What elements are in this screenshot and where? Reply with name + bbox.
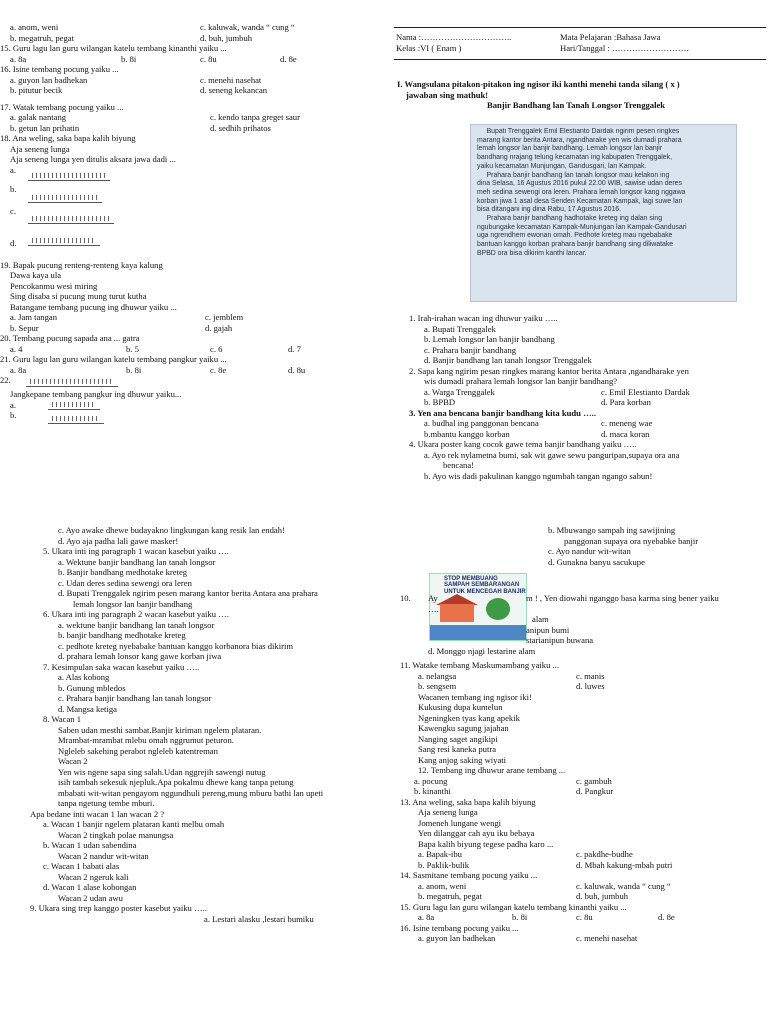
javanese-script-image — [28, 214, 114, 224]
passage-text: Ngleleb sakehing perabot ngleleb katentreman — [58, 745, 218, 756]
option-text: c. gambuh — [576, 775, 612, 786]
option-text: a. Jam tangan — [10, 312, 58, 322]
option-text: d. buh, jumbuh — [576, 891, 629, 901]
question-19: 19. Bapak pucung renteng-renteng kaya kalung — [0, 259, 163, 270]
right-bottom-column — [400, 525, 766, 567]
option-text: d. 7 — [288, 343, 301, 354]
option-label: b. — [10, 410, 17, 420]
option-text: b. Gunung mbledos — [58, 682, 126, 693]
question-21: 21. Guru lagu lan guru wilangan katelu tembang pangkur yaiku ... — [0, 354, 227, 364]
option-text: c. 8u — [576, 912, 593, 922]
option-text: c. Emil Elestianto Dardak — [601, 386, 690, 397]
option-text: b. 8i — [512, 912, 528, 922]
option-text: Wacan 2 udan awu — [58, 892, 123, 903]
option-text: c. 6 — [210, 343, 223, 354]
option-text: c. kaluwak, wanda “ cung “ — [576, 880, 671, 891]
option-text: b. Ayo wis dadi pakulinan kanggo ngumbah tangan ngango sabun! — [424, 470, 653, 481]
question-text: …. — [428, 603, 439, 614]
option-text: a. anom, weni — [10, 22, 59, 32]
option-text: a. 4 — [10, 343, 23, 354]
passage-text: tanpa ngetung tembe mburi. — [58, 798, 155, 808]
newspaper-line: bandhang nrajang telung kecamatan ing kabupaten Trenggalek, — [477, 154, 672, 162]
question-20: 20. Tembang pucung sapada ana ... gatra — [0, 333, 140, 343]
option-text: d. Gunakna banyu sacukupe — [548, 556, 645, 567]
newspaper-text — [477, 128, 731, 259]
option-text: a. Wacan 1 banjir ngelem plataran kanti melbu omah — [43, 819, 225, 829]
option-text: b. 8i — [121, 53, 137, 64]
question-text: Batangane tembang pucung ing dhuwur yaiku ... — [10, 301, 177, 312]
option-text: b. BPBD — [424, 397, 456, 407]
option-text: b. Lemah longsor lan banjir bandhang — [424, 334, 555, 344]
poster-line: SAMPAH SEMBARANGAN — [444, 582, 520, 589]
option-text: bencana! — [443, 460, 475, 470]
question-text: Sing disaba si pucung mung turut kutha — [10, 291, 147, 301]
passage-text: Jomeneh lungane wengi — [418, 817, 502, 828]
option-text: alam — [532, 614, 549, 624]
option-text: b. getun lan prihatin — [10, 122, 80, 133]
option-text: Wacan 2 nandur wit-witan — [58, 850, 149, 861]
question-4: 4. Ukara poster kang cocok gawe tema banjir bandhang yaiku ….. — [409, 439, 637, 449]
option-text: anipun bumi — [526, 624, 570, 635]
option-text: b. Paklik-bulik — [418, 859, 470, 870]
javanese-script-image — [28, 171, 110, 181]
passage-text: Ngeningken tyas kang apekik — [418, 712, 520, 723]
option-text: d. buh, jumbuh — [200, 32, 253, 43]
option-text: a. Bupati Trenggalek — [424, 323, 496, 334]
option-text: c. manis — [576, 670, 605, 681]
option-text: d. 8e — [280, 53, 297, 64]
question-3: 3. Yen ana bencana banjir bandhang kita kudu ….. — [409, 407, 596, 418]
right-top-column — [399, 313, 767, 481]
option-text: b. Banjir bandhang medhotake kreteg — [58, 567, 188, 577]
question-15: 15. Guru lagu lan guru wilangan katelu tembang kinanthi yaiku ... — [400, 901, 627, 912]
option-text: d. Mbah kakung-mbah putri — [576, 859, 673, 870]
newspaper-line: BPBD ora bisa dikirim kanthi lancar. — [477, 249, 587, 257]
question-text: Aja seneng lunga — [10, 143, 70, 154]
question-text: Apa bedane inti wacan 1 lan wacan 2 ? — [30, 808, 165, 819]
newspaper-line: korban jiwa 1 asal desa Senden Kecamatan Kampak, lagi suwe lan — [477, 197, 683, 205]
passage-text: Sang resi kaneka putra — [418, 744, 497, 754]
option-text: d. sedhih prihatos — [210, 122, 271, 133]
newspaper-line: Prahara banjir bandhang lan tanah longsor mau kelakon ing — [477, 171, 670, 179]
option-text: c. meneng wae — [601, 418, 653, 428]
question-text: Ay — [428, 593, 438, 603]
passage-text: isih tambah sekesuk njepluk.Apa pokalmu dhewe kang tanpa petung — [58, 777, 294, 787]
passage-text: mbabati wit-witan pengayom nggundhuli pereng,mung mburu bathi lan upeti — [58, 787, 324, 798]
option-label: d. — [10, 237, 17, 248]
option-text: a. galak nantang — [10, 112, 67, 122]
left-bottom-column — [28, 525, 394, 924]
question-text: Pencokanmu wesi miring — [10, 280, 98, 291]
option-text: b. kinanthi — [414, 786, 451, 796]
option-text: d. Mangsa ketiga — [58, 703, 117, 714]
option-text: c. jemblem — [205, 312, 244, 322]
option-text: c. Prahara banjir bandhang lan tanah longsor — [58, 693, 212, 703]
question-16: 16. Isine tembang pocung yaiku ... — [0, 64, 119, 74]
question-15: 15. Guru lagu lan guru wilangan katelu tembang kinanthi yaiku ... — [0, 43, 227, 53]
newspaper-line: yaiku kecamatan Munjungan, Gandusgari, lan Kampak. — [477, 162, 647, 170]
instruction-text: I. Wangsulana pitakon-pitakon ing ngisor iki kanthi menehi tanda silang ( x ) — [397, 79, 680, 89]
newspaper-line: Bupati Trenggalek Emil Elestianto Dardak ngirim pesen ringkes — [477, 128, 680, 135]
student-name-field[interactable]: Nama :………………………….. — [396, 32, 512, 42]
option-text: d. Ayo aja padha lali gawe masker! — [58, 535, 179, 546]
option-text: d. Pangkur — [576, 786, 614, 796]
instruction-text: jawaban sing mathuk! — [406, 89, 489, 100]
story-title: Banjir Bandhang lan Tanah Longsor Trenggalek — [487, 100, 666, 110]
option-text: d. 8e — [658, 912, 675, 922]
option-text: d. luwes — [576, 681, 605, 691]
option-label: c. — [10, 205, 16, 216]
passage-text: Kawengku sagung jajahan — [418, 723, 509, 733]
right-bottom-questions — [400, 660, 766, 944]
option-text: a. guyon lan badhekan — [418, 933, 496, 943]
javanese-script-image — [28, 236, 100, 246]
subject-label: Mata Pelajaran :Bahasa Jawa — [560, 32, 661, 42]
passage-text: Mrambat-mrambat mlebu omah nggrumut peturon. — [58, 735, 234, 745]
newspaper-line: Prahara banjir bandhang hadhotake kreteg ing dalan sing — [477, 215, 663, 223]
option-text: d. Para korban — [601, 397, 651, 407]
passage-text: Saben udan mesthi sambat.Banjir kiriman ngelem plataran. — [58, 724, 262, 735]
option-text: c. kendo tanpa greget saur — [210, 112, 300, 122]
option-text: b. 8i — [126, 364, 142, 375]
question-text: Dawa kaya ula — [10, 270, 62, 280]
passage-text: Yen wis ngene sapa sing salah.Udan nggrejih sawengi nutug — [58, 766, 266, 777]
option-text: a. wektune banjir bandhang lan tanah longsor — [58, 619, 215, 630]
option-text: c. menehi nasehat — [576, 933, 638, 943]
passage-text: Aja seneng lunga — [418, 807, 478, 817]
option-text: c. menehi nasehat — [200, 74, 262, 85]
option-text: a. 8a — [10, 53, 27, 64]
option-text: a. Lestari alasku ,lestari bumiku — [204, 913, 314, 924]
javanese-script-image — [26, 377, 118, 387]
option-text: b. Sepur — [10, 322, 39, 333]
option-text: d. Monggo njagi lestarine alam — [428, 645, 536, 656]
left-top-column — [0, 22, 388, 430]
option-text: c. Ayo nandur wit-witan — [548, 546, 631, 556]
option-text: d. gajah — [205, 322, 233, 333]
option-text: a. nelangsa — [418, 670, 457, 681]
option-text: b.mbantu kanggo korban — [424, 428, 510, 439]
passage-text: Yen dilanggar cah ayu iku bebaya — [418, 828, 535, 838]
option-text: b. banjir bandhang medhotake kreteg — [58, 630, 186, 640]
option-text: c. 8e — [210, 364, 227, 375]
option-text: a. Ayo rek nylametna bumi, sak wit gawe sewu panguripan,supaya ora ana — [424, 449, 680, 460]
passage-text: Wacanen tembang ing ngisor iki! — [418, 691, 532, 702]
header-rule — [394, 27, 766, 28]
javanese-script-image — [28, 193, 102, 203]
question-10-block — [400, 593, 766, 656]
option-text: a. Bapak-ibu — [418, 849, 462, 859]
newspaper-line: meh sedina sewengi ora leren. Prahara lemah longsor kang nggawa — [477, 188, 686, 196]
question-17: 17. Watak tembang pocung yaiku ... — [0, 101, 124, 112]
option-text: a. guyon lan badhekan — [10, 74, 88, 85]
question-22: 22. — [0, 375, 11, 385]
option-text: d. prahara lemah lonsor kang gawe korban jiwa — [58, 651, 222, 661]
option-label: a. — [10, 399, 16, 410]
option-text: d. Bupati Trenggalek ngirim pesen marang kantor berita Antara ana prahara — [58, 588, 318, 598]
option-label: b. — [10, 183, 17, 194]
option-text: lemah longsor lan banjir bandhang — [73, 598, 193, 609]
question-14: 14. Sasmitane tembang pocung yaiku ... — [400, 870, 538, 880]
poster-line: UNTUK MENCEGAH BANJIR — [444, 588, 526, 595]
question-16: 16. Isine tembang pocung yaiku ... — [400, 922, 519, 933]
question-text: Aja seneng lunga yen ditulis aksara jawa dadi ... — [10, 154, 176, 164]
option-text: d. Wacan 1 alase kobongan — [43, 882, 137, 892]
passage-text: Kukusing dupa kumelun — [418, 702, 503, 712]
option-text: a. Alas kobong — [58, 672, 110, 682]
option-text: c. 8u — [200, 53, 217, 64]
header-rule — [394, 59, 766, 60]
option-text: Wacan 2 tingkah polae manungsa — [58, 829, 174, 840]
option-text: a. Warga Trenggalek — [424, 386, 495, 397]
passage-text: Bapa kalih biyung tegese padha karo ... — [418, 838, 554, 849]
option-text: d. maca koran — [601, 428, 650, 439]
option-text: c. Prahara banjir bandhang — [424, 344, 517, 355]
option-text: Wacan 2 ngeruk kali — [58, 871, 129, 882]
newspaper-line: ngubungake kecamatan Kampak-Munjungan lan Kampak-Gandusari — [477, 223, 687, 231]
option-label: a. — [10, 164, 16, 175]
option-text: a. 8a — [418, 912, 435, 922]
question-12: 12. Tembang ing dhuwur arane tembang ... — [418, 765, 566, 775]
question-5: 5. Ukara inti ing paragraph 1 wacan kasebut yaiku …. — [43, 546, 229, 556]
newspaper-line: uga ngrendhem ewonan omah. Pedhote kreteg mau ngebabake — [477, 232, 673, 240]
option-text: a. budhal ing panggonan bencana — [424, 418, 539, 428]
date-field[interactable]: Hari/Tanggal : ……………………… — [560, 42, 690, 53]
newspaper-line: lemah longsor lan banjir bandhang. Lemah longsor lan banjir — [477, 145, 663, 153]
option-text: b. sengsem — [418, 681, 457, 691]
question-2: 2. Sapa kang ngirim pesan ringkes marang kantor berita Antara ,ngandharake yen — [409, 365, 689, 376]
question-text: wis dumadi prahara lemah longsor lan banjir bandhang? — [424, 376, 618, 386]
option-text: c. Ayo awake dhewe budayakno lingkungan kang resik lan endah! — [58, 525, 285, 535]
javanese-script-image — [48, 400, 100, 410]
question-6: 6. Ukara inti ing paragraph 2 wacan kasebut yaiku …. — [43, 609, 229, 619]
passage-text: Kang anjog saking wiyati — [418, 754, 507, 765]
option-text: b. 5 — [126, 343, 139, 354]
question-13: 13. Ana weling, saka bapa kalih biyung — [400, 796, 536, 807]
option-text: c. Udan deres sedina sewengi ora leren — [58, 577, 192, 588]
passage-text: Nanging saget angikipi — [418, 733, 498, 744]
student-header — [396, 32, 766, 53]
newspaper-line: marang kantor berita Antara, ngandharake yen wis dumadi prahara — [477, 136, 682, 144]
newspaper-line: dina Selasa, 16 Agustus 2016 pukul 22.00 WIB, sawise udan deres — [477, 180, 682, 188]
option-text: c. kaluwak, wanda “ cung “ — [200, 22, 295, 32]
passage-text: Wacan 2 — [58, 756, 88, 766]
newspaper-line: bantuan kanggo korban prahara banjir bandhang sing diliwatake — [477, 241, 674, 249]
question-8: 8. Wacan 1 — [43, 714, 82, 724]
option-text: d. 8u — [288, 364, 306, 375]
option-text: b. megatruh, pegat — [418, 891, 482, 901]
option-text: b. Wacan 1 udan sabendina — [43, 840, 137, 850]
option-text: b. Mbuwango sampah ing sawijining — [548, 525, 676, 535]
question-10: 10. — [400, 593, 411, 603]
option-text: c. pakdhe-budhe — [576, 849, 633, 859]
question-7: 7. Kesimpulan saka wacan kasebut yaiku ….. — [43, 661, 200, 672]
option-text: c. pedhote kreteg nyebabake bantuan kanggo korbanora bias dikirim — [58, 640, 294, 651]
question-9: 9. Ukara sing trep kanggo poster kasebut yaiku ….. — [30, 903, 207, 913]
class-label: Kelas :VI ( Enam ) — [396, 42, 462, 53]
option-text: a. 8a — [10, 364, 27, 375]
option-text: c. Wacan 1 babati alas — [43, 861, 120, 871]
option-text: a. anom, weni — [418, 880, 467, 891]
poster-line: STOP MEMBUANG — [444, 576, 498, 582]
option-text: a. Wektune banjir bandhang lan tanah longsor — [58, 556, 216, 567]
newspaper-line: bisa ditangani ing dina Rabu, 17 Agustus 2016. — [477, 206, 622, 214]
question-text: Jangkepane tembang pangkur ing dhuwur yaiku... — [10, 389, 182, 399]
instructions — [397, 79, 767, 111]
option-text: b. pitutur becik — [10, 85, 63, 95]
javanese-script-image — [48, 414, 104, 424]
newspaper-clipping — [470, 124, 737, 302]
question-text: m ! , Yen diowahi nganggo basa karma sing bener yaiku — [526, 593, 719, 603]
option-text: b. megatruh, pegat — [10, 32, 74, 43]
option-text: d. Banjir bandhang lan tanah longsor Trenggalek — [424, 355, 592, 365]
option-text: panggonan supaya ora nyebabke banjir — [564, 535, 699, 546]
question-11: 11. Watake tembang Maskumambang yaiku ... — [400, 660, 559, 670]
question-18: 18. Ana weling, saka bapa kalih biyung — [0, 133, 136, 143]
option-text: d. seneng kekancan — [200, 85, 268, 95]
question-1: 1. Irah-irahan wacan ing dhuwur yaiku ….. — [409, 313, 558, 323]
option-text: starianipun buwana — [526, 635, 594, 645]
option-text: a. pocung — [414, 775, 448, 786]
